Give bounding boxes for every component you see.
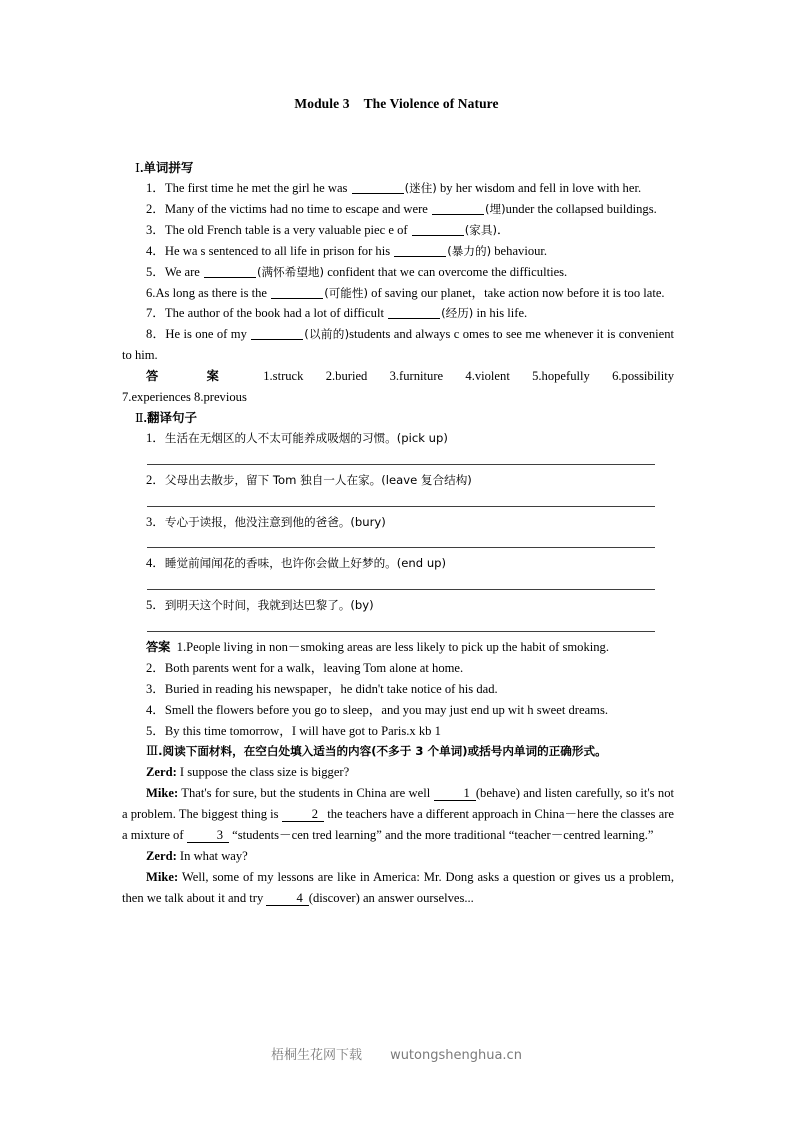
section-label-2: .翻译句子 — [143, 410, 197, 425]
fill-blank-numbered[interactable]: 3 — [187, 829, 229, 843]
fill-blank-numbered[interactable]: 4 — [266, 892, 308, 906]
answer-row — [122, 637, 674, 658]
answer-write-line[interactable] — [122, 616, 674, 637]
answer-value: 6.possibility — [612, 369, 675, 384]
dialogue-line — [122, 762, 674, 783]
fill-blank[interactable] — [388, 306, 440, 319]
item-text: 生活在无烟区的人不太可能养成吸烟的习惯。(pick up) — [164, 430, 448, 445]
item-text: 到明天这个时间，我就到达巴黎了。(by) — [164, 598, 374, 613]
translate-item — [122, 553, 674, 574]
answer-write-line[interactable] — [122, 491, 674, 512]
item-text-after: under the collapsed buildings. — [505, 201, 657, 216]
answer-row: 5．By this time tomorrow，I will have got to Paris.x kb 1 — [146, 723, 441, 738]
answer-write-line[interactable] — [122, 449, 674, 470]
answer-write-line[interactable] — [122, 532, 674, 553]
item-hint: (以前的) — [304, 327, 350, 342]
answer-value: 2.buried — [325, 369, 368, 384]
item-text-after: behaviour. — [491, 243, 548, 258]
item-number: 4． — [146, 243, 165, 258]
item-text-before: The first time he met the girl he was — [164, 181, 351, 195]
item-number: 5． — [146, 598, 165, 613]
answer-value: 5.hopefully — [532, 369, 590, 384]
section-heading-1 — [135, 158, 674, 178]
exercise-item — [122, 220, 674, 241]
item-hint: (满怀希望地) — [257, 264, 325, 279]
fill-blank[interactable] — [204, 265, 256, 278]
item-text-before: He wa s sentenced to all life in prison for his — [164, 243, 394, 258]
item-number: 2． — [146, 201, 165, 216]
item-hint: (埋) — [485, 201, 506, 216]
answer-label: 答案 — [146, 639, 171, 654]
dialogue-text: (discover) an answer ourselves... — [308, 890, 474, 905]
answer-row — [122, 366, 674, 387]
translate-item — [122, 512, 674, 533]
item-number: 3． — [146, 222, 165, 237]
section-heading-2 — [135, 408, 674, 428]
exercise-item — [122, 241, 674, 262]
item-text: 睡觉前闻闻花的香味，也许你会做上好梦的。(end up) — [164, 556, 447, 571]
item-text-before: The old French table is a very valuable piec e of — [164, 222, 411, 237]
title-subject: The Violence of Nature — [363, 96, 499, 111]
footer-site-cn: 梧桐生花网下载 — [271, 1048, 363, 1063]
dialogue-text: That's for sure, but the students in China are well — [178, 786, 434, 801]
dialogue-text: “students－cen tred learning” and the more traditional “teacher－centred learning.” — [229, 828, 654, 843]
dialogue-speaker: Zerd: — [146, 849, 177, 864]
answer-row-continued: 7.experiences 8.previous — [122, 390, 247, 405]
dialogue-speaker: Zerd: — [146, 765, 177, 780]
answer-value: 1.struck — [263, 369, 304, 384]
item-text-before: We are — [164, 264, 204, 279]
dialogue-text: the teachers have a different approach in China－here the classes are a mixture of — [122, 807, 675, 843]
section-numeral-2: Ⅱ — [135, 410, 144, 425]
dialogue-text: (behave) and listen carefully, so it's not a problem. The biggest thing is — [122, 786, 674, 822]
answer-value: 1.People living in non－smoking areas are less likely to pick up the habit of smoking. — [176, 639, 609, 654]
section-label-3: .阅读下面材料，在空白处填入适当的内容(不多于 3 个单词)或括号内单词的正确形式。 — [158, 744, 607, 759]
item-number: 8． — [146, 327, 166, 342]
item-hint: (可能性) — [324, 285, 369, 300]
item-text-before: He is one of my — [165, 327, 251, 342]
answer-value: 4.violent — [465, 369, 510, 384]
title-module: Module 3 — [294, 96, 350, 111]
exercise-item — [122, 178, 674, 199]
dialogue-line — [122, 846, 674, 867]
item-text-after: confident that we can overcome the difficulties. — [324, 264, 568, 279]
item-number: 3． — [146, 514, 165, 529]
item-number: 1． — [146, 430, 165, 445]
exercise-item — [122, 303, 674, 324]
item-text-before: As long as there is the — [155, 285, 271, 300]
item-hint: (经历) — [441, 306, 474, 321]
item-text-after: ． — [496, 222, 510, 237]
section-numeral-3: Ⅲ — [146, 744, 159, 759]
item-number: 1． — [146, 181, 165, 195]
answer-label: 答 案 — [146, 369, 241, 384]
fill-blank-numbered[interactable]: 2 — [282, 808, 324, 822]
translate-item — [122, 428, 674, 449]
item-number: 6. — [146, 285, 156, 300]
answer-row: 3．Buried in reading his newspaper，he didn't take notice of his dad. — [146, 681, 498, 696]
dialogue-line — [122, 867, 674, 909]
answer-row: 2．Both parents went for a walk，leaving Tom alone at home. — [146, 660, 464, 675]
item-text-after: students and always c omes to see me whenever it is convenient to him. — [122, 327, 675, 363]
item-text-after: by her wisdom and fell in love with her. — [436, 181, 642, 195]
document-body — [122, 158, 674, 909]
item-number: 4． — [146, 556, 165, 571]
item-hint: (家具) — [464, 222, 497, 237]
item-hint: (暴力的) — [447, 243, 492, 258]
fill-blank[interactable] — [432, 202, 484, 215]
dialogue-speaker: Mike: — [146, 869, 179, 884]
dialogue-text: I suppose the class size is bigger? — [176, 765, 350, 780]
translate-item — [122, 595, 674, 616]
item-text-after: of saving our planet，take action now before it is too late. — [368, 285, 665, 300]
footer-site-url: wutongshenghua.cn — [390, 1048, 522, 1063]
footer-watermark — [0, 1044, 793, 1063]
fill-blank[interactable] — [394, 244, 446, 257]
fill-blank[interactable] — [251, 327, 303, 340]
answer-write-line[interactable] — [122, 574, 674, 595]
fill-blank[interactable] — [271, 286, 323, 299]
item-text-before: The author of the book had a lot of difficult — [164, 306, 388, 321]
answer-value: 3.furniture — [389, 369, 444, 384]
exercise-item — [122, 283, 674, 304]
exercise-item — [122, 199, 674, 220]
answer-row: 4．Smell the flowers before you go to sleep，and you may just end up wit h sweet dreams. — [146, 702, 609, 717]
item-text: 父母出去散步，留下 Tom 独自一人在家。(leave 复合结构) — [164, 472, 472, 487]
exercise-item — [122, 262, 674, 283]
item-hint: (迷住) — [404, 181, 437, 195]
exercise-item — [122, 324, 674, 366]
fill-blank-numbered[interactable]: 1 — [434, 787, 476, 801]
section-label-1: .单词拼写 — [139, 161, 194, 175]
item-text-after: in his life. — [473, 306, 528, 321]
dialogue-speaker: Mike: — [146, 786, 179, 801]
section-heading-3 — [122, 741, 674, 762]
fill-blank[interactable] — [412, 223, 464, 236]
page-title — [0, 96, 793, 112]
dialogue-line — [122, 783, 674, 846]
item-number: 7． — [146, 306, 165, 321]
dialogue-text: Well, some of my lessons are like in America: Mr. Dong asks a question or gives us a problem, then we talk about it and try — [122, 869, 674, 905]
item-number: 5． — [146, 264, 165, 279]
fill-blank[interactable] — [352, 181, 404, 194]
dialogue-text: In what way? — [176, 849, 248, 864]
section-numeral-1: Ⅰ — [135, 161, 140, 175]
item-text-before: Many of the victims had no time to escape and were — [164, 201, 432, 216]
item-number: 2． — [146, 472, 165, 487]
item-text: 专心于读报，他没注意到他的爸爸。(bury) — [164, 514, 386, 529]
translate-item — [122, 470, 674, 491]
